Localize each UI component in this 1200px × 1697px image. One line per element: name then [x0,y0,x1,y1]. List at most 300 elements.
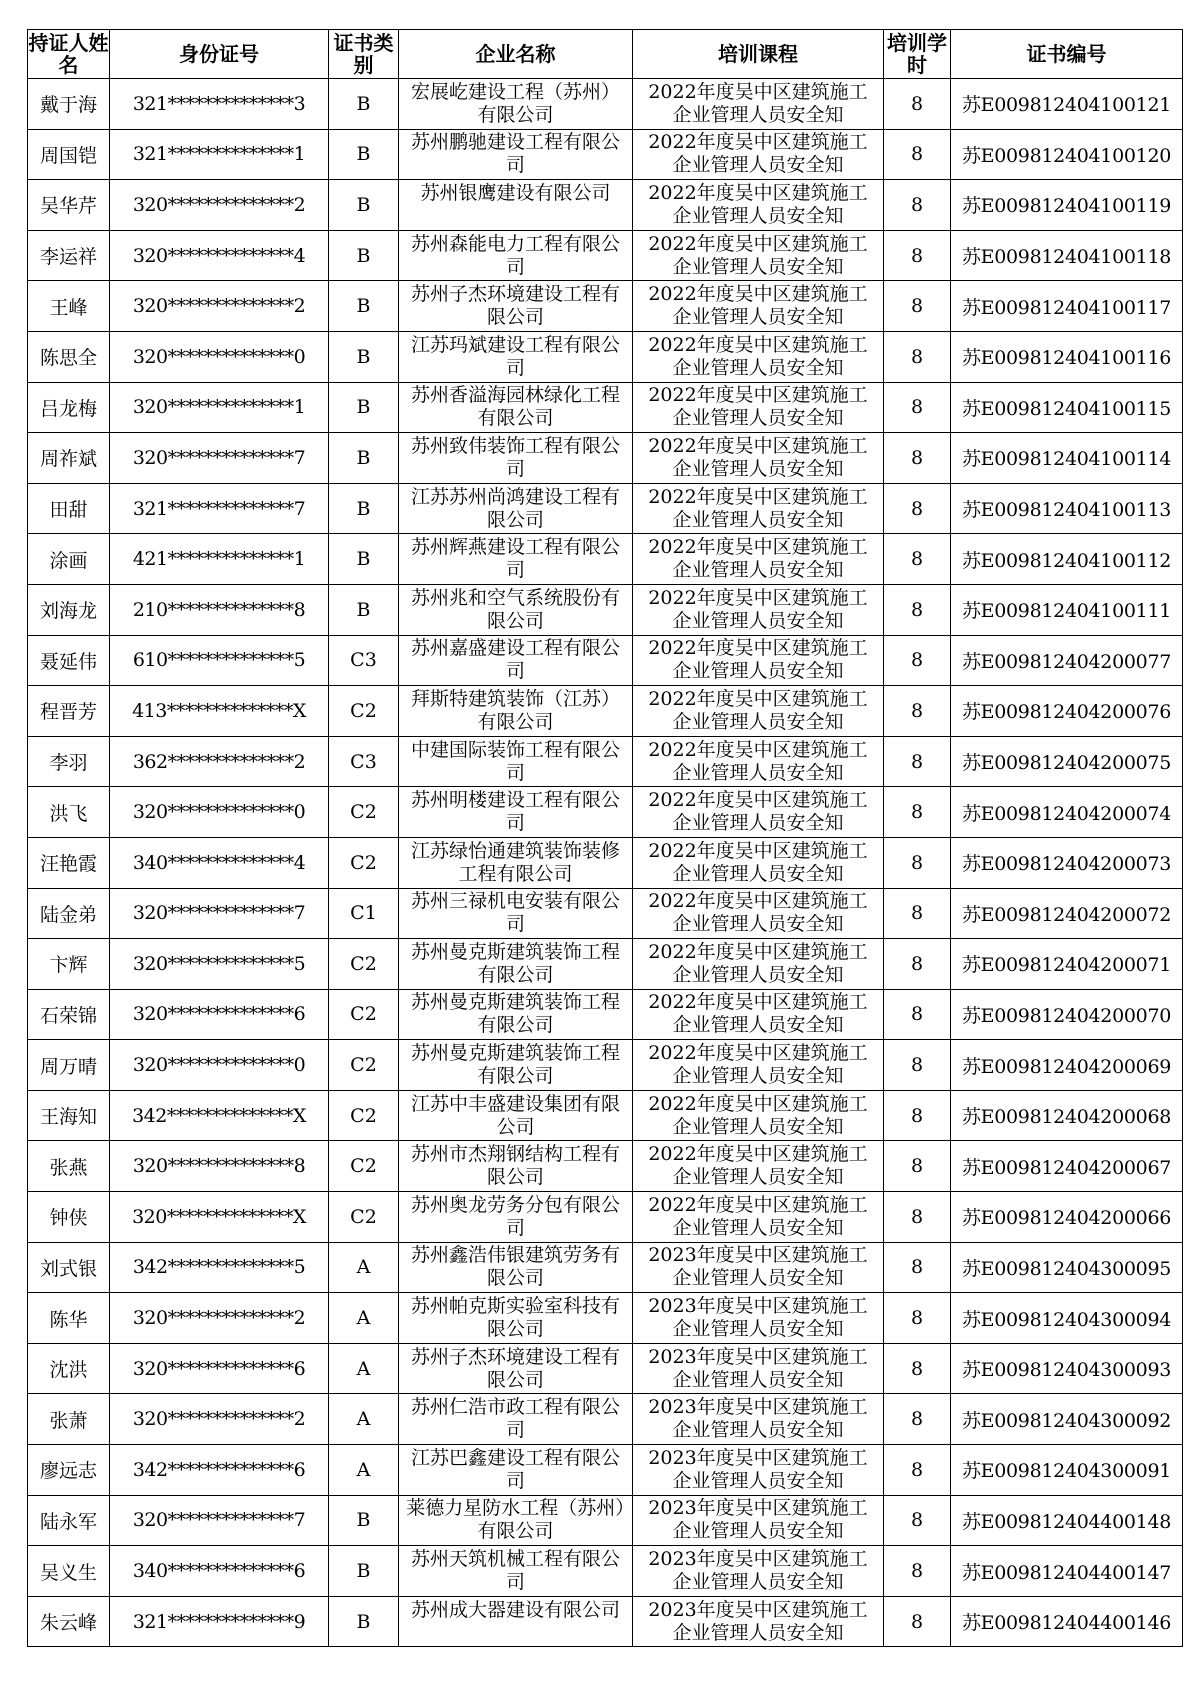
cert-number-cell: 苏E009812404400148 [951,1495,1183,1546]
table-row [28,1040,1183,1091]
holder-name-cell: 周万晴 [28,1040,110,1091]
training-course-cell-text: 2022年度吴中区建筑施工企业管理人员安全知 [648,181,868,227]
company-name-cell [399,79,633,130]
cert-number-cell: 苏E009812404200076 [951,686,1183,737]
table-header-row [28,30,1183,79]
id-number-cell: 320**************7 [110,433,329,484]
company-name-cell [399,584,633,635]
table-row [28,837,1183,888]
training-course-cell-text: 2022年度吴中区建筑施工企业管理人员安全知 [648,333,868,379]
company-name-cell-text: 苏州兆和空气系统股份有限公司 [410,586,620,632]
training-hours-cell: 8 [884,1040,951,1091]
cert-category-cell: B [329,1495,399,1546]
id-number-cell: 342**************X [110,1090,329,1141]
id-number-cell: 320**************5 [110,939,329,990]
id-number-cell: 321**************1 [110,129,329,180]
id-number-cell: 320**************6 [110,989,329,1040]
id-number-cell: 340**************4 [110,837,329,888]
cert-category-cell: B [329,584,399,635]
holder-name-cell: 戴于海 [28,79,110,130]
company-name-cell [399,787,633,838]
cert-number-cell: 苏E009812404100114 [951,433,1183,484]
id-number-cell: 320**************6 [110,1343,329,1394]
table-row [28,1596,1183,1647]
company-name-cell-text: 拜斯特建筑装饰（江苏）有限公司 [410,687,620,733]
company-name-cell [399,989,633,1040]
company-name-cell-text: 苏州明楼建设工程有限公司 [410,789,620,835]
training-course-cell [633,1090,884,1141]
company-name-cell-text: 苏州成大器建设有限公司 [410,1598,620,1621]
table-row [28,433,1183,484]
table-row [28,888,1183,939]
holder-name-cell: 陆金弟 [28,888,110,939]
training-course-cell [633,534,884,585]
holder-name-cell: 钟侠 [28,1192,110,1243]
holder-name-cell: 陈思全 [28,331,110,382]
training-course-cell [633,939,884,990]
training-hours-cell: 8 [884,888,951,939]
training-hours-cell: 8 [884,129,951,180]
holder-name-cell: 刘海龙 [28,584,110,635]
header-training-hours: 培训学时 [884,30,951,79]
holder-name-cell: 陆永军 [28,1495,110,1546]
cert-number-cell: 苏E009812404200072 [951,888,1183,939]
cert-number-cell: 苏E009812404100113 [951,483,1183,534]
cert-category-cell: B [329,129,399,180]
training-hours-cell: 8 [884,686,951,737]
table-row [28,281,1183,332]
company-name-cell [399,686,633,737]
company-name-cell-text: 苏州嘉盛建设工程有限公司 [410,637,620,683]
training-course-cell [633,281,884,332]
table-row [28,1445,1183,1496]
cert-category-cell: C2 [329,837,399,888]
company-name-cell [399,1141,633,1192]
cert-category-cell: C1 [329,888,399,939]
company-name-cell [399,483,633,534]
training-hours-cell: 8 [884,534,951,585]
cert-number-cell: 苏E009812404200074 [951,787,1183,838]
id-number-cell: 340**************6 [110,1546,329,1597]
holder-name-cell: 李羽 [28,736,110,787]
training-course-cell-text: 2022年度吴中区建筑施工企业管理人员安全知 [648,586,868,632]
holder-name-cell: 张燕 [28,1141,110,1192]
training-course-cell-text: 2023年度吴中区建筑施工企业管理人员安全知 [648,1396,868,1442]
id-number-cell: 321**************7 [110,483,329,534]
company-name-cell-text: 江苏绿怡通建筑装饰装修工程有限公司 [410,839,620,885]
id-number-cell: 320**************0 [110,787,329,838]
company-name-cell-text: 江苏玛斌建设工程有限公司 [410,333,620,379]
company-name-cell-text: 苏州奥龙劳务分包有限公司 [410,1193,620,1239]
table-row [28,1495,1183,1546]
training-hours-cell: 8 [884,1293,951,1344]
holder-name-cell: 涂画 [28,534,110,585]
holder-name-cell: 李运祥 [28,230,110,281]
training-course-cell [633,382,884,433]
training-hours-cell: 8 [884,433,951,484]
training-hours-cell: 8 [884,1596,951,1647]
training-course-cell [633,1445,884,1496]
table-row [28,736,1183,787]
cert-number-cell: 苏E009812404100120 [951,129,1183,180]
table-row [28,635,1183,686]
company-name-cell-text: 苏州曼克斯建筑装饰工程有限公司 [410,1042,620,1088]
company-name-cell [399,180,633,231]
table-row [28,1343,1183,1394]
company-name-cell [399,230,633,281]
training-hours-cell: 8 [884,1445,951,1496]
training-course-cell-text: 2022年度吴中区建筑施工企业管理人员安全知 [648,738,868,784]
cert-category-cell: C2 [329,1141,399,1192]
training-course-cell [633,1546,884,1597]
training-course-cell [633,584,884,635]
cert-category-cell: B [329,433,399,484]
company-name-cell [399,1546,633,1597]
training-course-cell [633,1141,884,1192]
cert-category-cell: B [329,281,399,332]
company-name-cell [399,331,633,382]
training-hours-cell: 8 [884,787,951,838]
company-name-cell-text: 苏州银鹰建设有限公司 [420,181,611,204]
id-number-cell: 320**************1 [110,382,329,433]
holder-name-cell: 吴华芹 [28,180,110,231]
id-number-cell: 320**************2 [110,180,329,231]
training-course-cell [633,1192,884,1243]
training-course-cell-text: 2022年度吴中区建筑施工企业管理人员安全知 [648,637,868,683]
holder-name-cell: 石荣锦 [28,989,110,1040]
holder-name-cell: 程晋芳 [28,686,110,737]
cert-category-cell: C3 [329,736,399,787]
holder-name-cell: 吴义生 [28,1546,110,1597]
cert-number-cell: 苏E009812404100119 [951,180,1183,231]
training-hours-cell: 8 [884,584,951,635]
training-course-cell-text: 2022年度吴中区建筑施工企业管理人员安全知 [648,1092,868,1138]
cert-number-cell: 苏E009812404100118 [951,230,1183,281]
company-name-cell [399,1040,633,1091]
company-name-cell-text: 苏州辉燕建设工程有限公司 [410,536,620,582]
holder-name-cell: 卞辉 [28,939,110,990]
company-name-cell-text: 江苏中丰盛建设集团有限公司 [410,1092,620,1138]
company-name-cell-text: 苏州鑫浩伟银建筑劳务有限公司 [410,1244,620,1290]
holder-name-cell: 田甜 [28,483,110,534]
training-course-cell [633,1596,884,1647]
training-course-cell [633,1242,884,1293]
table-row [28,483,1183,534]
cert-number-cell: 苏E009812404200069 [951,1040,1183,1091]
training-hours-cell: 8 [884,989,951,1040]
cert-number-cell: 苏E009812404400147 [951,1546,1183,1597]
company-name-cell [399,736,633,787]
cert-category-cell: B [329,534,399,585]
cert-category-cell: B [329,483,399,534]
training-course-cell [633,1343,884,1394]
certificate-table [27,29,1183,1647]
training-course-cell [633,1394,884,1445]
training-hours-cell: 8 [884,1546,951,1597]
cert-number-cell: 苏E009812404200066 [951,1192,1183,1243]
training-course-cell-text: 2023年度吴中区建筑施工企业管理人员安全知 [648,1244,868,1290]
table-row [28,1192,1183,1243]
training-course-cell-text: 2023年度吴中区建筑施工企业管理人员安全知 [648,1295,868,1341]
training-course-cell [633,787,884,838]
training-hours-cell: 8 [884,382,951,433]
company-name-cell [399,433,633,484]
training-hours-cell: 8 [884,1495,951,1546]
cert-category-cell: C3 [329,635,399,686]
company-name-cell [399,1090,633,1141]
training-course-cell-text: 2022年度吴中区建筑施工企业管理人员安全知 [648,485,868,531]
header-holder-name: 持证人姓名 [28,31,109,77]
cert-number-cell: 苏E009812404200067 [951,1141,1183,1192]
holder-name-cell: 陈华 [28,1293,110,1344]
training-course-cell-text: 2022年度吴中区建筑施工企业管理人员安全知 [648,434,868,480]
holder-name-cell: 汪艳霞 [28,837,110,888]
table-row [28,382,1183,433]
training-hours-cell: 8 [884,281,951,332]
training-course-cell-text: 2023年度吴中区建筑施工企业管理人员安全知 [648,1598,868,1644]
company-name-cell-text: 苏州子杰环境建设工程有限公司 [410,283,620,329]
table-row [28,534,1183,585]
training-hours-cell: 8 [884,939,951,990]
company-name-cell-text: 苏州仁浩市政工程有限公司 [410,1396,620,1442]
table-row [28,1394,1183,1445]
company-name-cell-text: 苏州森能电力工程有限公司 [410,232,620,278]
cert-category-cell: B [329,331,399,382]
training-hours-cell: 8 [884,1141,951,1192]
id-number-cell: 320**************4 [110,230,329,281]
holder-name-cell: 沈洪 [28,1343,110,1394]
training-course-cell [633,736,884,787]
training-hours-cell: 8 [884,635,951,686]
table-row [28,1242,1183,1293]
training-hours-cell: 8 [884,1242,951,1293]
training-course-cell [633,686,884,737]
header-company-name: 企业名称 [399,30,633,79]
training-course-cell [633,837,884,888]
header-training-course: 培训课程 [633,30,884,79]
cert-category-cell: C2 [329,1090,399,1141]
company-name-cell [399,1192,633,1243]
training-course-cell [633,331,884,382]
cert-category-cell: C2 [329,787,399,838]
training-course-cell-text: 2022年度吴中区建筑施工企业管理人员安全知 [648,1143,868,1189]
company-name-cell [399,1495,633,1546]
training-course-cell-text: 2022年度吴中区建筑施工企业管理人员安全知 [648,991,868,1037]
company-name-cell-text: 苏州香溢海园林绿化工程有限公司 [410,384,620,430]
table-row [28,180,1183,231]
cert-category-cell: C2 [329,1040,399,1091]
company-name-cell [399,534,633,585]
training-hours-cell: 8 [884,1394,951,1445]
id-number-cell: 610**************5 [110,635,329,686]
training-hours-cell: 8 [884,1192,951,1243]
training-course-cell-text: 2022年度吴中区建筑施工企业管理人员安全知 [648,131,868,177]
holder-name-cell: 周祚斌 [28,433,110,484]
cert-number-cell: 苏E009812404100111 [951,584,1183,635]
table-row [28,989,1183,1040]
training-course-cell [633,180,884,231]
id-number-cell: 320**************0 [110,1040,329,1091]
cert-category-cell: B [329,79,399,130]
company-name-cell-text: 苏州致伟装饰工程有限公司 [410,434,620,480]
cert-number-cell: 苏E009812404300093 [951,1343,1183,1394]
cert-number-cell: 苏E009812404200077 [951,635,1183,686]
training-hours-cell: 8 [884,79,951,130]
table-row [28,939,1183,990]
cert-category-cell: A [329,1394,399,1445]
company-name-cell-text: 苏州天筑机械工程有限公司 [410,1548,620,1594]
cert-number-cell: 苏E009812404300091 [951,1445,1183,1496]
training-course-cell [633,79,884,130]
cert-number-cell: 苏E009812404300095 [951,1242,1183,1293]
company-name-cell [399,1445,633,1496]
training-course-cell [633,1040,884,1091]
id-number-cell: 320**************7 [110,888,329,939]
training-course-cell-text: 2023年度吴中区建筑施工企业管理人员安全知 [648,1548,868,1594]
id-number-cell: 320**************2 [110,281,329,332]
company-name-cell-text: 苏州市杰翔钢结构工程有限公司 [410,1143,620,1189]
header-cert-number: 证书编号 [951,30,1183,79]
company-name-cell [399,382,633,433]
company-name-cell [399,1242,633,1293]
holder-name-cell: 王海知 [28,1090,110,1141]
table-row [28,331,1183,382]
cert-number-cell: 苏E009812404200068 [951,1090,1183,1141]
training-course-cell-text: 2023年度吴中区建筑施工企业管理人员安全知 [648,1497,868,1543]
table-row [28,79,1183,130]
id-number-cell: 210**************8 [110,584,329,635]
training-course-cell [633,1495,884,1546]
training-course-cell [633,635,884,686]
company-name-cell [399,888,633,939]
cert-category-cell: A [329,1293,399,1344]
cert-category-cell: B [329,1596,399,1647]
id-number-cell: 342**************5 [110,1242,329,1293]
table-row [28,686,1183,737]
company-name-cell [399,1596,633,1647]
id-number-cell: 320**************2 [110,1293,329,1344]
training-course-cell-text: 2022年度吴中区建筑施工企业管理人员安全知 [648,1042,868,1088]
training-course-cell [633,888,884,939]
id-number-cell: 421**************1 [110,534,329,585]
training-course-cell-text: 2023年度吴中区建筑施工企业管理人员安全知 [648,1446,868,1492]
training-hours-cell: 8 [884,1090,951,1141]
holder-name-cell: 刘式银 [28,1242,110,1293]
cert-category-cell: B [329,382,399,433]
training-course-cell-text: 2022年度吴中区建筑施工企业管理人员安全知 [648,80,868,126]
cert-number-cell: 苏E009812404100112 [951,534,1183,585]
cert-category-cell: C2 [329,1192,399,1243]
training-course-cell [633,230,884,281]
table-row [28,787,1183,838]
table-row [28,129,1183,180]
holder-name-cell: 周国铠 [28,129,110,180]
company-name-cell-text: 苏州子杰环境建设工程有限公司 [410,1345,620,1391]
cert-category-cell: C2 [329,989,399,1040]
company-name-cell-text: 江苏巴鑫建设工程有限公司 [410,1446,620,1492]
training-course-cell-text: 2022年度吴中区建筑施工企业管理人员安全知 [648,687,868,733]
company-name-cell [399,1394,633,1445]
training-course-cell [633,433,884,484]
cert-category-cell: C2 [329,939,399,990]
cert-number-cell: 苏E009812404200070 [951,989,1183,1040]
id-number-cell: 342**************6 [110,1445,329,1496]
cert-number-cell: 苏E009812404400146 [951,1596,1183,1647]
cert-number-cell: 苏E009812404300092 [951,1394,1183,1445]
cert-number-cell: 苏E009812404100116 [951,331,1183,382]
holder-name-cell: 洪飞 [28,787,110,838]
training-course-cell [633,483,884,534]
id-number-cell: 321**************9 [110,1596,329,1647]
table-row [28,230,1183,281]
table-row [28,1141,1183,1192]
cert-category-cell: A [329,1445,399,1496]
company-name-cell-text: 苏州鹏驰建设工程有限公司 [410,131,620,177]
cert-number-cell: 苏E009812404200071 [951,939,1183,990]
training-course-cell [633,1293,884,1344]
id-number-cell: 362**************2 [110,736,329,787]
training-course-cell-text: 2022年度吴中区建筑施工企业管理人员安全知 [648,536,868,582]
cert-category-cell: B [329,230,399,281]
cert-number-cell: 苏E009812404100115 [951,382,1183,433]
training-hours-cell: 8 [884,736,951,787]
training-hours-cell: 8 [884,230,951,281]
training-course-cell-text: 2022年度吴中区建筑施工企业管理人员安全知 [648,384,868,430]
holder-name-cell: 廖远志 [28,1445,110,1496]
table-row [28,584,1183,635]
header-id-number: 身份证号 [110,30,329,79]
training-course-cell [633,989,884,1040]
training-course-cell [633,129,884,180]
id-number-cell: 320**************X [110,1192,329,1243]
training-hours-cell: 8 [884,483,951,534]
cert-number-cell: 苏E009812404100117 [951,281,1183,332]
holder-name-cell: 聂延伟 [28,635,110,686]
cert-category-cell: B [329,1546,399,1597]
company-name-cell-text: 莱德力星防水工程（苏州）有限公司 [406,1497,625,1543]
table-row [28,1293,1183,1344]
cert-category-cell: B [329,180,399,231]
company-name-cell-text: 苏州曼克斯建筑装饰工程有限公司 [410,991,620,1037]
company-name-cell-text: 苏州三禄机电安装有限公司 [410,890,620,936]
id-number-cell: 321**************3 [110,79,329,130]
training-course-cell-text: 2022年度吴中区建筑施工企业管理人员安全知 [648,789,868,835]
training-course-cell-text: 2022年度吴中区建筑施工企业管理人员安全知 [648,940,868,986]
id-number-cell: 320**************7 [110,1495,329,1546]
holder-name-cell: 朱云峰 [28,1596,110,1647]
training-hours-cell: 8 [884,331,951,382]
company-name-cell-text: 宏展屹建设工程（苏州）有限公司 [410,80,620,126]
company-name-cell [399,635,633,686]
training-course-cell-text: 2022年度吴中区建筑施工企业管理人员安全知 [648,232,868,278]
id-number-cell: 320**************8 [110,1141,329,1192]
cert-category-cell: C2 [329,686,399,737]
company-name-cell [399,1293,633,1344]
training-course-cell-text: 2022年度吴中区建筑施工企业管理人员安全知 [648,890,868,936]
table-row [28,1090,1183,1141]
holder-name-cell: 张萧 [28,1394,110,1445]
cert-number-cell: 苏E009812404100121 [951,79,1183,130]
id-number-cell: 320**************2 [110,1394,329,1445]
cert-number-cell: 苏E009812404200075 [951,736,1183,787]
company-name-cell [399,939,633,990]
holder-name-cell: 吕龙梅 [28,382,110,433]
training-hours-cell: 8 [884,1343,951,1394]
training-course-cell-text: 2022年度吴中区建筑施工企业管理人员安全知 [648,1193,868,1239]
company-name-cell-text: 苏州曼克斯建筑装饰工程有限公司 [410,940,620,986]
company-name-cell [399,129,633,180]
training-course-cell-text: 2023年度吴中区建筑施工企业管理人员安全知 [648,1345,868,1391]
